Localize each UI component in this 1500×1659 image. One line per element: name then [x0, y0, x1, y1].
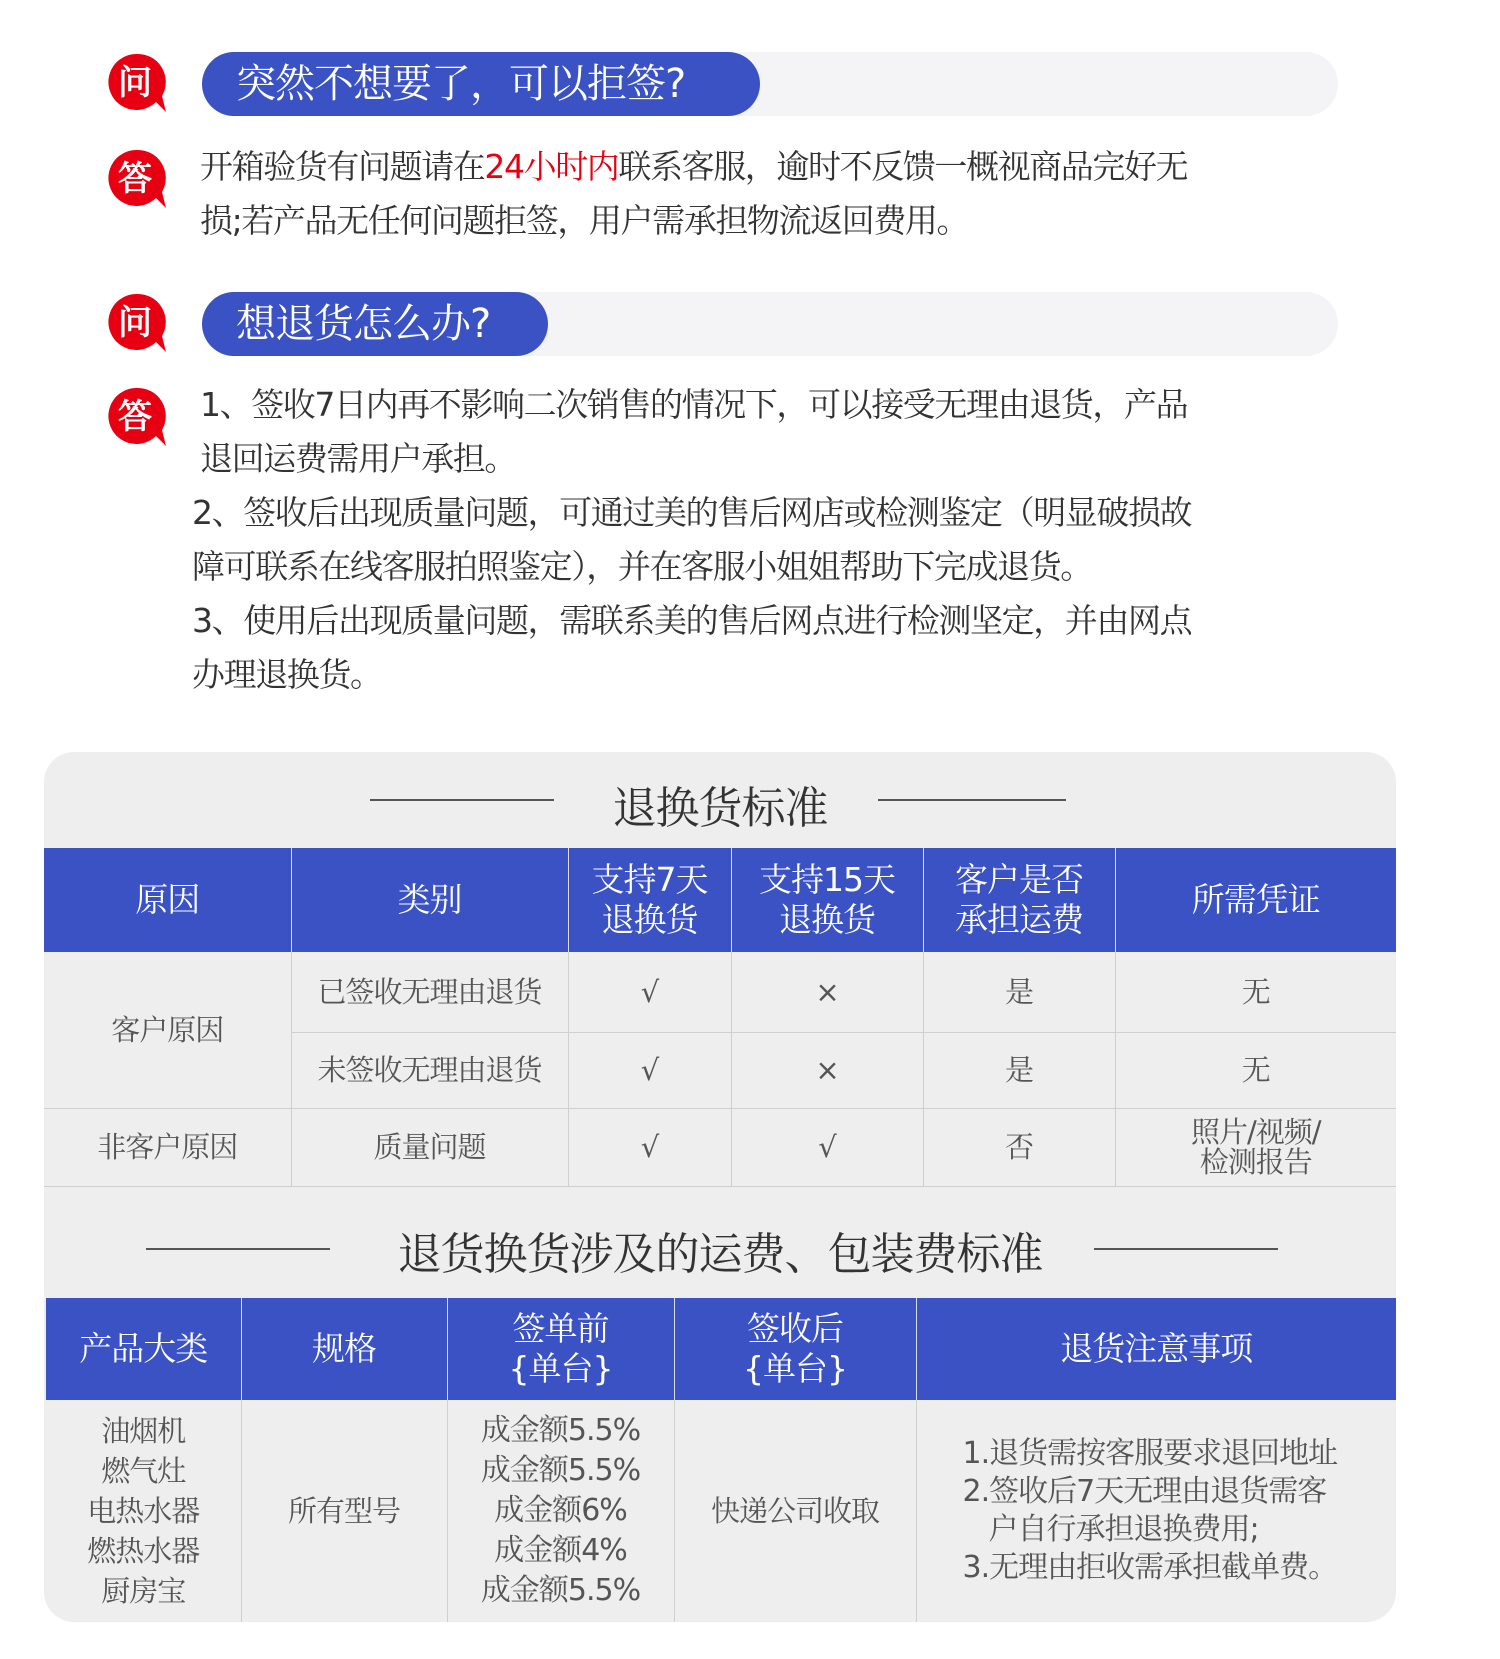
list-item: 燃气灶 [101, 1454, 186, 1488]
answer-badge-icon [104, 384, 168, 448]
list-item: 厨房宝 [101, 1574, 186, 1608]
return-standard-table [44, 848, 1396, 1187]
title-divider [878, 799, 1066, 801]
answer-text [192, 378, 1192, 702]
fee-standard-title: 退货换货涉及的运费、包装费标准 [397, 1229, 1043, 1280]
shipping-paid-cell: 是 [923, 1032, 1115, 1108]
shipping-paid-cell: 是 [923, 952, 1115, 1032]
answer-line: 3、使用后出现质量问题，需联系美的售后网点进行检测坚定，并由网点 [192, 601, 1192, 640]
title-divider [1094, 1248, 1278, 1250]
product-category-cell [46, 1400, 241, 1622]
header-fifteen-day: 支持15天 退换货 [731, 848, 923, 952]
list-item: 成金额6% [494, 1493, 627, 1528]
seven-day-cell: √ [568, 1032, 731, 1108]
notes-cell [916, 1400, 1396, 1622]
answer-line: 退回运费需用户承担。 [200, 439, 517, 478]
seven-day-cell: √ [568, 952, 731, 1032]
return-standard-title: 退换货标准 [612, 783, 828, 834]
answer-line: 2、签收后出现质量问题，可通过美的售后网店或检测鉴定（明显破损故 [192, 493, 1192, 532]
fifteen-day-cell: × [731, 1032, 923, 1108]
reason-cell: 客户原因 [44, 952, 291, 1108]
svg-text:答: 答 [118, 159, 152, 199]
category-cell: 未签收无理由退货 [291, 1032, 568, 1108]
header-seven-day: 支持7天 退换货 [568, 848, 731, 952]
question-title: 突然不想要了，可以拒签? [202, 52, 760, 116]
fee-standard-table [46, 1298, 1396, 1622]
faq-question-2 [100, 290, 1340, 360]
table-row [44, 952, 1396, 1032]
header-spec: 规格 [241, 1298, 447, 1400]
table-header-row [46, 1298, 1396, 1400]
svg-text:答: 答 [118, 397, 152, 437]
answer-line-part: 开箱验货有问题请在 [200, 147, 485, 186]
header-product-category: 产品大类 [46, 1298, 241, 1400]
svg-text:问: 问 [118, 303, 152, 343]
list-item: 1.退货需按客服要求退回地址 [962, 1436, 1338, 1471]
category-cell: 已签收无理由退货 [291, 952, 568, 1032]
list-item: 成金额5.5% [480, 1413, 641, 1448]
proof-cell: 无 [1115, 1032, 1396, 1108]
list-item: 电热水器 [87, 1494, 200, 1528]
header-reason: 原因 [44, 848, 291, 952]
before-sign-cell [447, 1400, 674, 1622]
faq-answer-1 [100, 140, 1360, 250]
answer-line: 办理退换货。 [192, 655, 382, 694]
answer-text [200, 140, 1187, 248]
header-before-sign: 签单前 {单台} [447, 1298, 674, 1400]
header-notes: 退货注意事项 [916, 1298, 1396, 1400]
faq-answer-2 [100, 378, 1360, 708]
table-row [44, 1108, 1396, 1186]
list-item: 成金额5.5% [480, 1453, 641, 1488]
answer-line-part: 联系客服，逾时不反馈一概视商品完好无 [618, 147, 1188, 186]
answer-line: 障可联系在线客服拍照鉴定），并在客服小姐姐帮助下完成退货。 [192, 547, 1092, 586]
answer-badge-icon [104, 146, 168, 210]
answer-line: 1、签收7日内再不影响二次销售的情况下，可以接受无理由退货，产品 [200, 385, 1188, 424]
proof-cell: 无 [1115, 952, 1396, 1032]
header-category: 类别 [291, 848, 568, 952]
reason-cell: 非客户原因 [44, 1108, 291, 1186]
list-item: 成金额5.5% [480, 1573, 641, 1608]
header-shipping-paid: 客户是否 承担运费 [923, 848, 1115, 952]
answer-line: 损;若产品无任何问题拒签，用户需承担物流返回费用。 [200, 201, 969, 240]
question-title: 想退货怎么办? [202, 292, 548, 356]
spec-cell: 所有型号 [241, 1400, 447, 1622]
table-row [46, 1400, 1396, 1622]
fifteen-day-cell: √ [731, 1108, 923, 1186]
list-item: 油烟机 [101, 1414, 186, 1448]
list-item: 燃热水器 [87, 1534, 200, 1568]
faq-question-1 [100, 50, 1340, 120]
header-proof: 所需凭证 [1115, 848, 1396, 952]
standards-panel [44, 752, 1396, 1622]
seven-day-cell: √ [568, 1108, 731, 1186]
fifteen-day-cell: × [731, 952, 923, 1032]
question-badge-icon [104, 50, 168, 114]
shipping-paid-cell: 否 [923, 1108, 1115, 1186]
question-badge-icon [104, 290, 168, 354]
header-after-sign: 签收后 {单台} [674, 1298, 916, 1400]
after-sign-cell: 快递公司收取 [674, 1400, 916, 1622]
table-header-row [44, 848, 1396, 952]
answer-highlight: 24小时内 [484, 147, 619, 186]
list-item: 3.无理由拒收需承担截单费。 [962, 1550, 1338, 1585]
list-item: 成金额4% [494, 1533, 627, 1568]
list-item: 户自行承担退换费用; [988, 1512, 1259, 1547]
list-item: 2.签收后7天无理由退货需客 [962, 1474, 1327, 1509]
svg-text:问: 问 [118, 63, 152, 103]
category-cell: 质量问题 [291, 1108, 568, 1186]
proof-cell: 照片/视频/ 检测报告 [1115, 1108, 1396, 1186]
